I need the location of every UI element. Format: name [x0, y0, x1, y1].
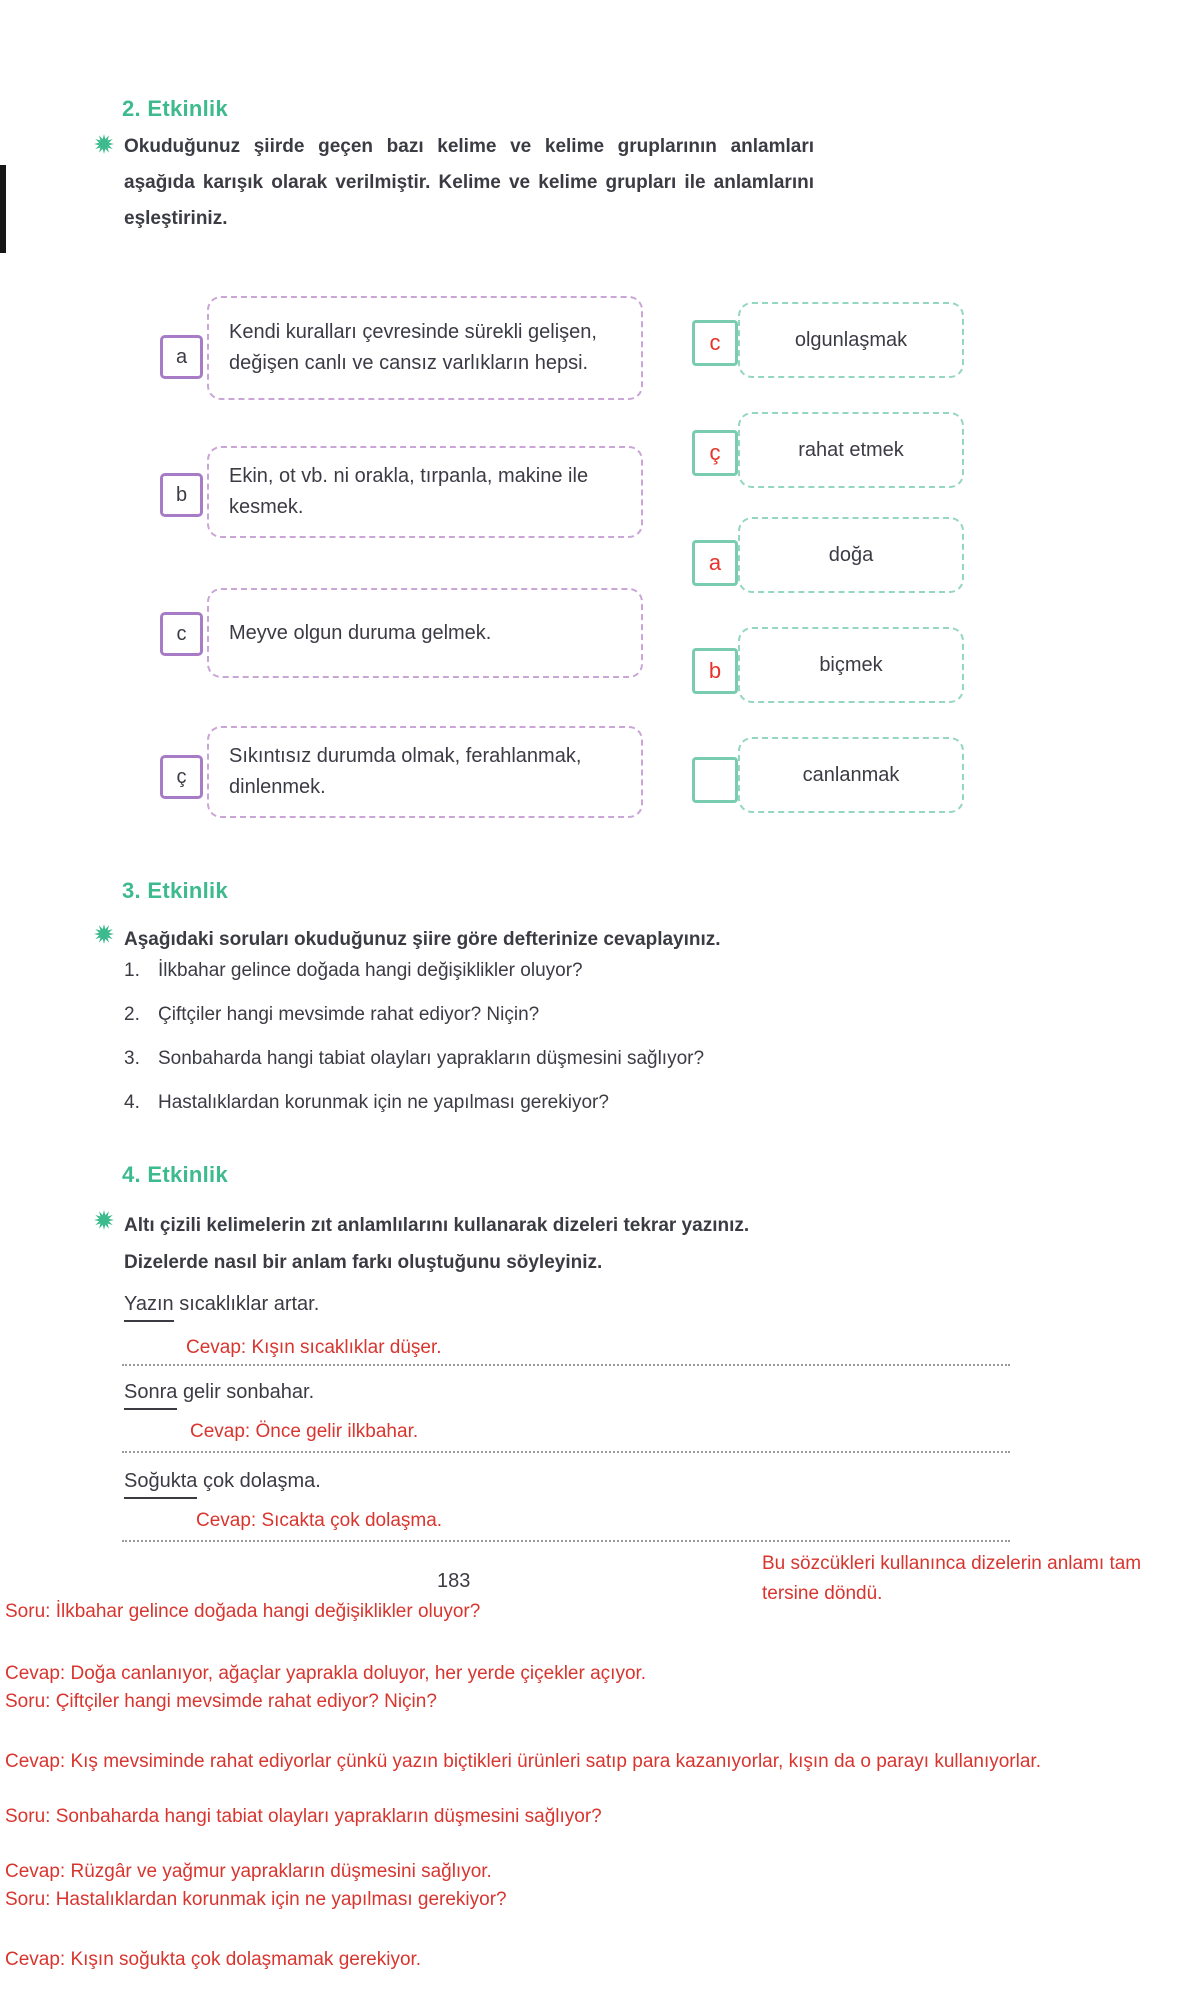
- answer-line-1[interactable]: [122, 1360, 1010, 1366]
- definition-letter-cc: ç: [160, 755, 203, 799]
- star-bullet-icon: [94, 1210, 114, 1230]
- answer-line-3[interactable]: [122, 1536, 1010, 1542]
- question-3: [124, 1048, 704, 1070]
- question-text: Çiftçiler hangi mevsimde rahat ediyor? Niçin?: [158, 1004, 540, 1025]
- bottom-question-2: Soru: Çiftçiler hangi mevsimde rahat ediyor? Niçin?: [5, 1691, 437, 1712]
- verse-line-1: Yazın sıcaklıklar artar.: [124, 1293, 319, 1322]
- definition-letter-b: b: [160, 473, 203, 517]
- definition-box-b: Ekin, ot vb. ni orakla, tırpanla, makine ile kesmek.: [207, 446, 643, 538]
- activity3-title: 3. Etkinlik: [122, 878, 229, 903]
- handwritten-answer-1: Cevap: Kışın sıcaklıklar düşer.: [186, 1337, 442, 1358]
- bottom-answer-4: Cevap: Kışın soğukta çok dolaşmamak gerekiyor.: [5, 1949, 422, 1970]
- activity2-title: 2. Etkinlik: [122, 96, 229, 121]
- word-box-olgunlasmak: olgunlaşmak: [738, 302, 964, 378]
- verse-line-2: Sonra gelir sonbahar.: [124, 1381, 314, 1410]
- definition-box-a: Kendi kuralları çevresinde sürekli gelişen, değişen canlı ve cansız varlıkların hepsi.: [207, 296, 643, 400]
- handwritten-side-note: Bu sözcükleri kullanınca dizelerin anlamı tam tersine döndü.: [762, 1553, 1142, 1604]
- question-2: [124, 1004, 539, 1026]
- bottom-question-3: Soru: Sonbaharda hangi tabiat olayları yaprakların düşmesini sağlıyor?: [5, 1806, 602, 1827]
- definition-box-cc: Sıkıntısız durumda olmak, ferahlanmak, dinlenmek.: [207, 726, 643, 818]
- bottom-answer-2: Cevap: Kış mevsiminde rahat ediyorlar çünkü yazın biçtikleri ürünleri satıp para kazanıyorlar, kışın da o parayı kullanıyorlar.: [5, 1751, 1041, 1772]
- star-bullet-icon: [94, 924, 114, 944]
- word-box-bicmek: biçmek: [738, 627, 964, 703]
- verse-line-3: Soğukta çok dolaşma.: [124, 1470, 321, 1499]
- activity4-instruction-line2: Dizelerde nasıl bir anlam farkı oluştuğunu söyleyiniz.: [124, 1252, 603, 1273]
- bottom-question-4: Soru: Hastalıklardan korunmak için ne yapılması gerekiyor?: [5, 1889, 507, 1910]
- activity4-instruction-line1: Altı çizili kelimelerin zıt anlamlılarını kullanarak dizeleri tekrar yazınız.: [124, 1215, 750, 1236]
- question-4: [124, 1092, 609, 1114]
- scan-edge-artifact: [0, 165, 6, 253]
- underlined-word: Yazın: [124, 1293, 174, 1322]
- activity3-instruction: Aşağıdaki soruları okuduğunuz şiire göre defterinize cevaplayınız.: [124, 929, 721, 950]
- word-box-canlanmak: canlanmak: [738, 737, 964, 813]
- definition-letter-a: a: [160, 335, 203, 379]
- question-1: [124, 960, 583, 982]
- definition-letter-c: c: [160, 612, 203, 656]
- answer-box-canlanmak[interactable]: [692, 757, 738, 803]
- definition-box-c: Meyve olgun duruma gelmek.: [207, 588, 643, 678]
- handwritten-answer-2: Cevap: Önce gelir ilkbahar.: [190, 1421, 419, 1442]
- star-bullet-icon: [94, 134, 114, 154]
- activity2-instruction: Okuduğunuz şiirde geçen bazı kelime ve kelime gruplarının anlamları aşağıda karışık olarak verilmiştir. Kelime ve kelime grupları ile anlamlarını eşleştiriniz.: [124, 136, 814, 229]
- answer-box-bicmek[interactable]: b: [692, 648, 738, 694]
- handwritten-answer-3: Cevap: Sıcakta çok dolaşma.: [196, 1510, 443, 1531]
- page-number: 183: [437, 1570, 471, 1592]
- question-text: Hastalıklardan korunmak için ne yapılması gerekiyor?: [158, 1092, 609, 1113]
- answer-line-2[interactable]: [122, 1447, 1010, 1453]
- question-number: 3.: [124, 1048, 140, 1069]
- question-number: 4.: [124, 1092, 140, 1113]
- underlined-word: Soğukta: [124, 1470, 197, 1499]
- word-box-rahat-etmek: rahat etmek: [738, 412, 964, 488]
- answer-box-rahat-etmek[interactable]: ç: [692, 430, 738, 476]
- word-box-doga: doğa: [738, 517, 964, 593]
- answer-box-olgunlasmak[interactable]: c: [692, 320, 738, 366]
- underlined-word: Sonra: [124, 1381, 177, 1410]
- bottom-answer-1: Cevap: Doğa canlanıyor, ağaçlar yaprakla doluyor, her yerde çiçekler açıyor.: [5, 1663, 647, 1684]
- activity4-title: 4. Etkinlik: [122, 1162, 229, 1187]
- question-number: 2.: [124, 1004, 140, 1025]
- question-text: Sonbaharda hangi tabiat olayları yaprakların düşmesini sağlıyor?: [158, 1048, 705, 1069]
- answer-box-doga[interactable]: a: [692, 540, 738, 586]
- question-text: İlkbahar gelince doğada hangi değişiklikler oluyor?: [158, 960, 583, 981]
- question-number: 1.: [124, 960, 140, 981]
- bottom-answer-3: Cevap: Rüzgâr ve yağmur yaprakların düşmesini sağlıyor.: [5, 1861, 492, 1882]
- bottom-question-1: Soru: İlkbahar gelince doğada hangi değişiklikler oluyor?: [5, 1601, 481, 1622]
